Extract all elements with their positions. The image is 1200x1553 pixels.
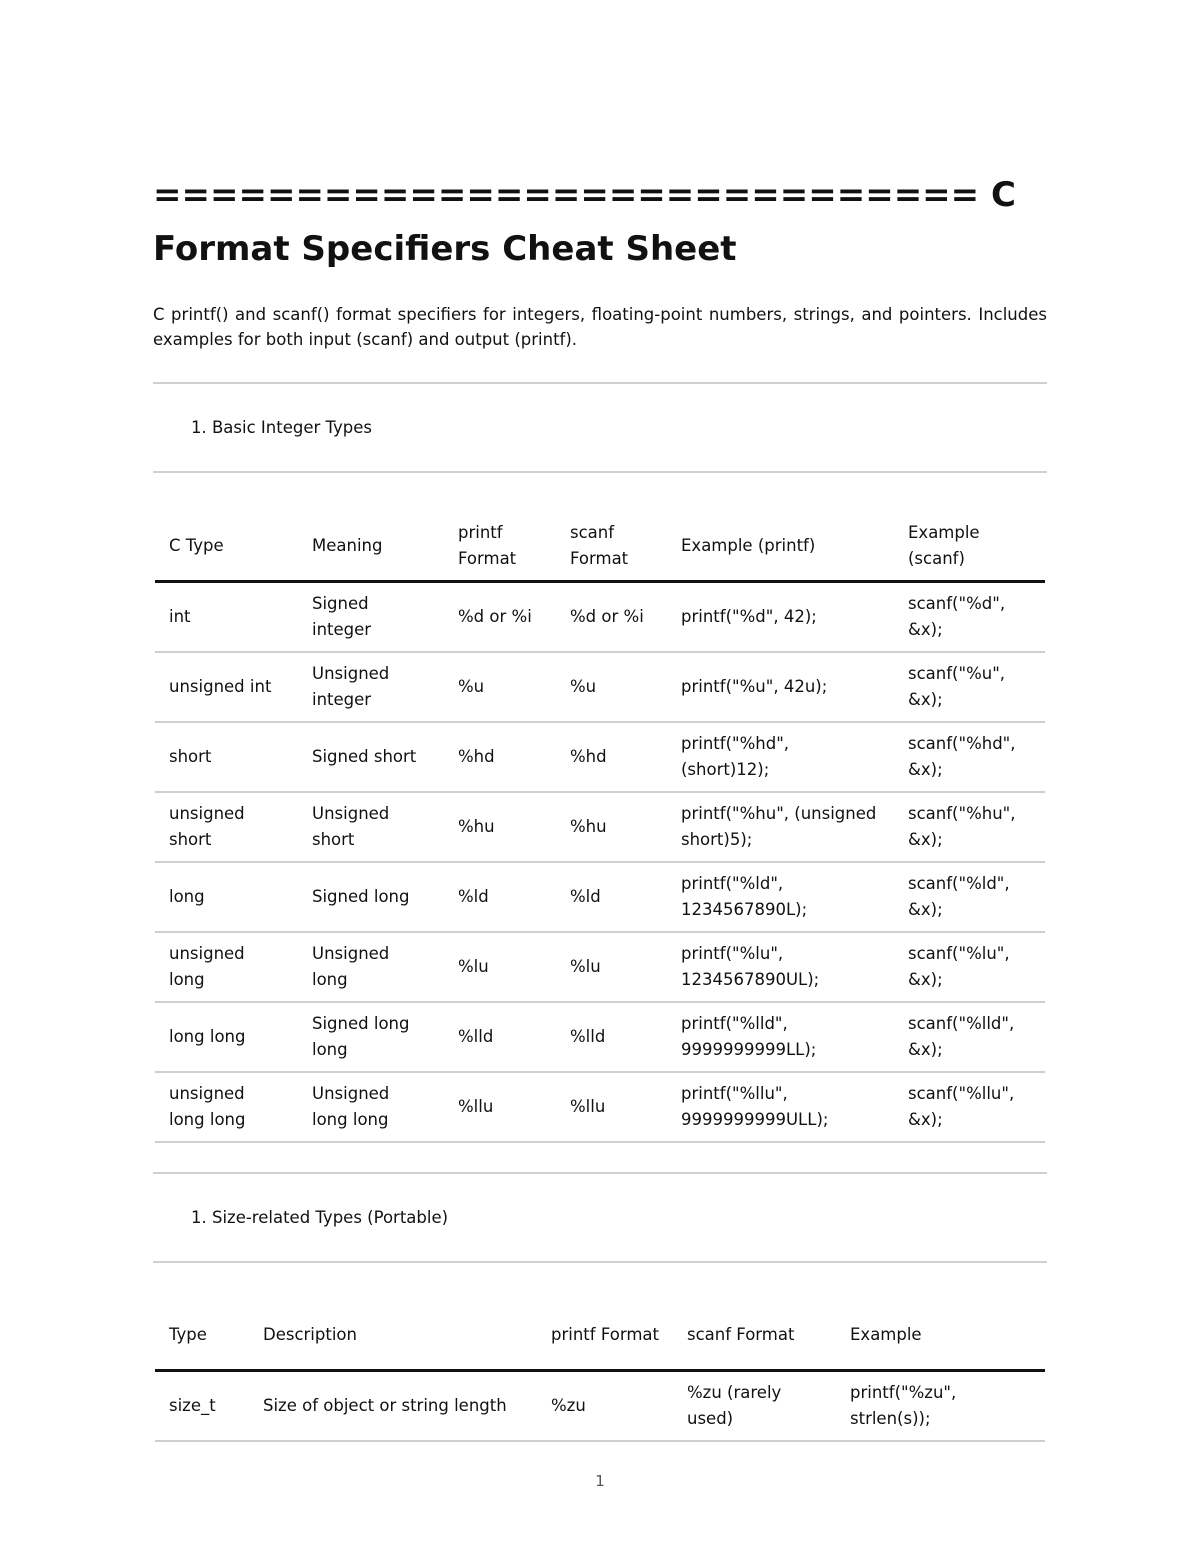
- table-row: [155, 722, 1045, 792]
- table-cell: Signed long: [312, 887, 410, 906]
- table-cell: int: [169, 607, 191, 626]
- table-cell: Size of object or string length: [263, 1395, 507, 1415]
- column-header: Meaning: [312, 536, 383, 555]
- table-cell: scanf("%hd", &x);: [908, 734, 1016, 779]
- table-cell: scanf("%llu", &x);: [908, 1084, 1015, 1129]
- section-heading-basic-integer-types: 1. Basic Integer Types: [191, 418, 373, 437]
- table-cell: %u: [570, 677, 597, 696]
- table-cell: size_t: [169, 1395, 216, 1415]
- basic-integer-types-table: [155, 512, 1045, 1143]
- table-cell: printf("%hd", (short)12);: [681, 734, 790, 779]
- column-header: printf Format: [551, 1325, 659, 1345]
- table-cell: Signed integer: [312, 594, 372, 639]
- table-cell: Signed long long: [312, 1014, 410, 1059]
- table-cell: Signed short: [312, 747, 417, 766]
- table-header-row: [155, 1302, 1045, 1370]
- table-cell: %llu: [570, 1097, 606, 1116]
- table-cell: printf("%d", 42);: [681, 607, 817, 626]
- table-cell: %hd: [570, 747, 607, 766]
- column-header: scanf Format: [687, 1325, 795, 1345]
- document-page: [153, 168, 1047, 1442]
- table-cell: %hu: [458, 817, 495, 836]
- table-cell: %zu (rarely used): [687, 1382, 782, 1428]
- table-row: [155, 1002, 1045, 1072]
- table-cell: unsigned long: [169, 944, 245, 989]
- intro-paragraph: C printf() and scanf() format specifiers for integers, floating-point numbers, strings, and pointers. Includes examples for both input (scanf) and output (printf).: [153, 305, 1047, 349]
- table-cell: scanf("%hu", &x);: [908, 804, 1016, 849]
- table-row: [155, 792, 1045, 862]
- table-cell: short: [169, 747, 212, 766]
- table-row: [155, 1370, 1045, 1441]
- section-heading-size-related-types: 1. Size-related Types (Portable): [191, 1208, 449, 1227]
- table-cell: printf("%u", 42u);: [681, 677, 828, 696]
- table-cell: printf("%lu", 1234567890UL);: [681, 944, 820, 989]
- size-related-types-table: [155, 1302, 1045, 1442]
- table-cell: %llu: [458, 1097, 494, 1116]
- table-cell: scanf("%d", &x);: [908, 594, 1006, 639]
- table-cell: %lld: [570, 1027, 606, 1046]
- table-row: [155, 1072, 1045, 1142]
- table-cell: %lu: [458, 957, 489, 976]
- table-cell: printf("%hu", (unsigned short)5);: [681, 804, 877, 849]
- table-cell: scanf("%ld", &x);: [908, 874, 1010, 919]
- table-cell: printf("%ld", 1234567890L);: [681, 874, 808, 919]
- table-header-row: [155, 512, 1045, 582]
- table-cell: scanf("%u", &x);: [908, 664, 1006, 709]
- table-cell: unsigned int: [169, 677, 272, 696]
- table-cell: Unsigned long: [312, 944, 390, 989]
- table-cell: scanf("%lu", &x);: [908, 944, 1010, 989]
- table-cell: Unsigned integer: [312, 664, 390, 709]
- table-cell: Unsigned long long: [312, 1084, 390, 1129]
- table-cell: long: [169, 887, 205, 906]
- column-header: Description: [263, 1325, 357, 1345]
- table-cell: %zu: [551, 1395, 586, 1415]
- column-header: printf Format: [458, 523, 517, 568]
- table-cell: unsigned long long: [169, 1084, 246, 1129]
- table-cell: long long: [169, 1027, 246, 1046]
- table-cell: printf("%lld", 9999999999LL);: [681, 1014, 817, 1059]
- table-cell: %u: [458, 677, 485, 696]
- table-cell: Unsigned short: [312, 804, 390, 849]
- table-cell: %d or %i: [458, 607, 532, 626]
- column-header: C Type: [169, 536, 224, 555]
- table-cell: %lld: [458, 1027, 494, 1046]
- page-number: 1: [595, 1472, 605, 1490]
- table-cell: %hd: [458, 747, 495, 766]
- column-header: Example (printf): [681, 536, 816, 555]
- table-cell: printf("%llu", 9999999999ULL);: [681, 1084, 829, 1129]
- column-header: Example: [850, 1325, 922, 1345]
- table-cell: printf("%zu", strlen(s));: [850, 1382, 957, 1428]
- table-row: [155, 582, 1045, 653]
- table-cell: unsigned short: [169, 804, 245, 849]
- table-cell: scanf("%lld", &x);: [908, 1014, 1015, 1059]
- divider: [153, 1172, 1047, 1174]
- column-header: Example (scanf): [908, 523, 980, 568]
- table-cell: %lu: [570, 957, 601, 976]
- table-cell: %ld: [458, 887, 489, 906]
- table-row: [155, 862, 1045, 932]
- table-cell: %hu: [570, 817, 607, 836]
- divider: [153, 382, 1047, 384]
- page-title: ============================= C Format Specifiers Cheat Sheet: [153, 175, 1016, 269]
- divider: [153, 471, 1047, 473]
- column-header: Type: [169, 1325, 207, 1345]
- table-cell: %ld: [570, 887, 601, 906]
- table-row: [155, 932, 1045, 1002]
- table-row: [155, 652, 1045, 722]
- divider: [153, 1261, 1047, 1263]
- column-header: scanf Format: [570, 523, 629, 568]
- table-cell: %d or %i: [570, 607, 644, 626]
